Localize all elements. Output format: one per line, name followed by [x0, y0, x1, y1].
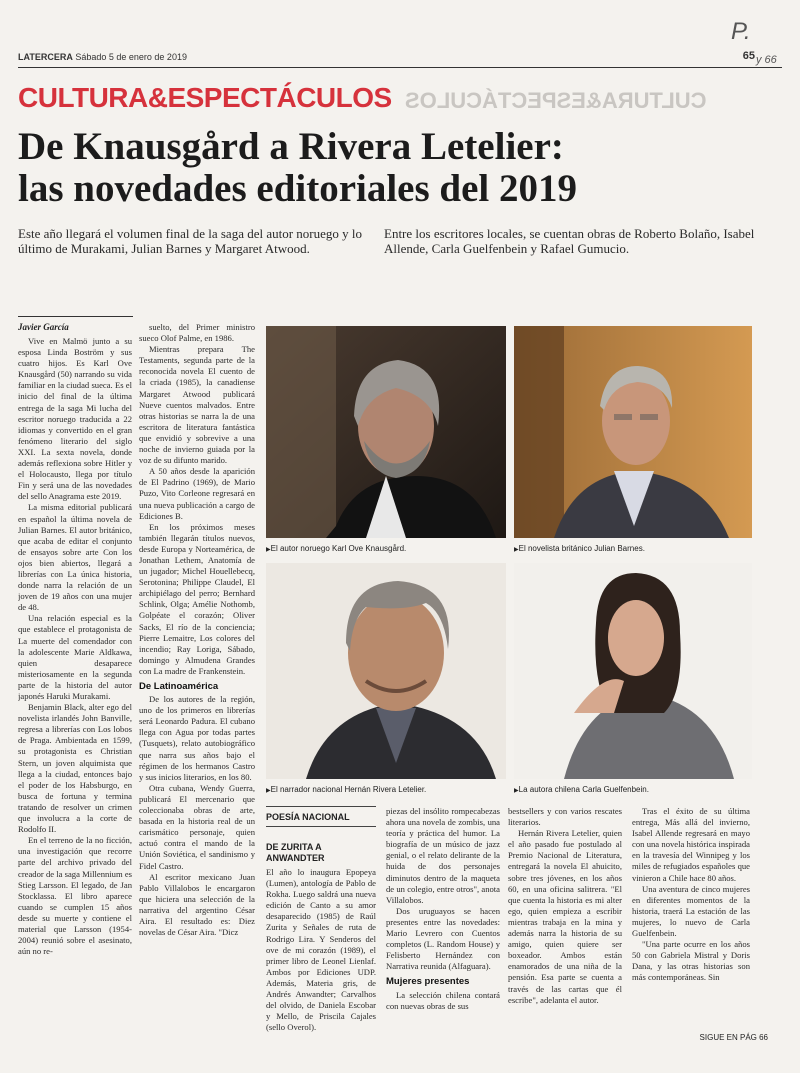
byline: Javier García: [18, 322, 69, 332]
section-title: CULTURA&ESPECTÁCULOS: [18, 82, 392, 113]
subheading-mujeres: Mujeres presentes: [386, 976, 470, 988]
paragraph: Al escritor mexicano Juan Pablo Villalobos le encargaron que hiciera una selección de la narrativa del argentino César Aira. El resultado es: Diez novelas de César Aira. "Dicz: [139, 871, 255, 938]
paragraph: "Una parte ocurre en los años 50 con Gabriela Mistral y Doris Dana, y las otras historias son más contemporáneas. Sin: [632, 939, 750, 983]
paragraph: De los autores de la región, uno de los primeros en librerías será Leonardo Padura. El cubano llega con Agua por todas partes (Tusquets), relato autobiográfico que narra sus años bajo el régimen de los hermanos Castro y sus inicios literarios, en los 80.: [139, 694, 255, 782]
photo-caption: ▶ El narrador nacional Hernán Rivera Letelier.: [266, 785, 426, 794]
paragraph: Una relación especial es la que establece el protagonista de La muerte del comendador con la adolescente Marie Aldkawa, quien desaparece misteriosamente en la segunda parte de la historia del autor japonés Haruki Murakami.: [18, 613, 132, 701]
photo-knausgard: [266, 326, 506, 538]
byline-rule: [18, 316, 133, 317]
publication-name: LATERCERA: [18, 52, 73, 62]
masthead-rule: [18, 67, 782, 68]
box-top-rule: [266, 806, 376, 807]
article-column-5: [508, 806, 622, 1038]
photo-rivera-letelier: [266, 563, 506, 779]
portrait-barnes-image: [514, 326, 752, 538]
paragraph: A 50 años desde la aparición de El Padrino (1969), de Mario Puzo, Vito Corleone regresará en una nueva publicación a cargo de Ediciones B.: [139, 466, 255, 521]
paragraph: La selección chilena contará con nuevas obras de sus: [386, 989, 500, 1011]
paragraph: La misma editorial publicará en español la última novela de Julian Barnes. El autor británico, que acaba de editar el conjunto de ensayos sobre arte Con los ojos bien abiertos, llegará a librerías con La única historia, donde narra la relación de un joven de 19 años con una mujer de 48.: [18, 502, 132, 613]
paragraph: Tras el éxito de su última entrega, Más allá del invierno, Isabel Allende regresará en mayo con una novela histórica inspirada en la travesía del Winnipeg y los miles de refugiados españoles que vinieron a Chile hace 80 años.: [632, 806, 750, 883]
article-column-6: [632, 806, 750, 1028]
box-rule: [266, 826, 376, 827]
paragraph: Otra cubana, Wendy Guerra, publicará El mercenario que coleccionaba obras de arte, basada en la historia real de un carismático personaje, quien actuó contra el mando de la Unión Soviética, el sandinismo y Fidel Castro.: [139, 782, 255, 871]
headline-line-2: las novedades editoriales del 2019: [18, 167, 578, 210]
handwritten-page-ref: y 66: [756, 54, 777, 66]
paragraph: Vive en Malmö junto a su esposa Linda Boström y sus cuatro hijos. Es Karl Ove Knausgård (50) narrando su vida familiar en la ciudad sueca. Es el inicio del final de la última entrega de la saga Mi lucha del escritor noruego traducida a 22 idiomas y convertido en el gran fenómeno literario del siglo XXI. La sexta novela, donde además reflexiona sobre Hitler y el Holocausto, llega por título Fin y será una de las novedades del sello Anagrama este 2019.: [18, 336, 132, 502]
article-column-1: [18, 336, 132, 1040]
paragraph: Dos uruguayos se hacen presentes entre las novedades: Mario Levrero con Cuentos completos (L. Random House) y Felisberto Hernández con Narrativa reunida (Alfaguara).: [386, 905, 500, 972]
portrait-guelfenbein-image: [514, 563, 752, 779]
paragraph: Hernán Rivera Letelier, quien el año pasado fue postulado al Premio Nacional de Literatura, entregará la novela El ahuicito, sobre tres jóvenes, en los años 60, en una oficina salitrera. "El que cuenta la historia es mi alter ego, quien empieza a escribir mientras trabaja en la mina y además narra la historia de su amigo, quien quiere ser boxeador. Ambos están enamorados de una niña de la pensión. Esa parte se cuenta a través de las cartas que él escribe", adelanta el autor.: [508, 828, 622, 1005]
photo-guelfenbein: [514, 563, 752, 779]
portrait-rivera-letelier-image: [266, 563, 506, 779]
paragraph: Benjamin Black, alter ego del novelista irlandés John Banville, regresa a librerías con Los lobos de Praga. Ambientada en 1599, su protagonista es Christian Stern, un joven alquimista que llega a la ciudad, entonces bajo el poder de los Habsburgo, en busca de fortuna y termina tratando de resolver un crimen que involucra a la corte de Rodolfo II.: [18, 702, 132, 835]
headline-line-1: De Knausgård a Rivera Letelier:: [18, 125, 564, 168]
deck-left: Este año llegará el volumen final de la saga del autor noruego y lo último de Murakami, Julian Barnes y Margaret Atwood.: [18, 226, 363, 256]
paragraph: Mientras prepara The Testaments, segunda parte de la reconocida novela El cuento de la criada (1985), la canadiense Margaret Atwood publicará Nueve cuentos malvados. Entre otras historias se narra la de una escritora de literatura fantástica que envidió y sobrevive a una noche de invierno guiada por la voz de su difunto marido.: [139, 344, 255, 466]
bleed-through-section: CULTURA&ESPECTÁCULOS: [405, 88, 707, 113]
paragraph: suelto, del Primer ministro sueco Olof Palme, en 1986.: [139, 322, 255, 344]
masthead: [18, 52, 783, 66]
handwritten-mark: P.: [731, 18, 751, 45]
issue-date: Sábado 5 de enero de 2019: [75, 52, 187, 62]
paragraph: En los próximos meses también llegarán títulos nuevos, desde Europa y Norteamérica, de Jonathan Lethem, Anatomía de un jugador; Michel Houellebecq, Serotonina; Philippe Claudel, El archipiélago del perro; Bernhard Schlink, Olga; Amélie Nothomb, Golpéate el corazón; Oliver Sacks, El río de la conciencia; Pierre Lemaitre, Los colores del incendio; Ray Loriga, Sábado, domingo y Almudena Grandes con La madre de Frankenstein.: [139, 521, 255, 676]
box-heading: DE ZURITA A ANWANDTER: [266, 842, 325, 863]
paragraph: piezas del insólito rompecabezas ahora una novela de zombis, una teoría y práctica del humor. La biografía de un músico de jazz genial, o el relato delirante de la huida de dos personajes diminutos dentro de la maqueta de un colegio, entre otros", anota Villalobos.: [386, 806, 500, 905]
subheading-latinoamerica: De Latinoamérica: [139, 681, 219, 692]
deck-right: Entre los escritores locales, se cuentan obras de Roberto Bolaño, Isabel Allende, Carla Guelfenbein y Rafael Gumucio.: [384, 226, 755, 256]
box-label: POESÍA NACIONAL: [266, 812, 350, 822]
box-text: [266, 867, 376, 1037]
paragraph: En el terreno de la no ficción, una investigación que recorre parte del archivo privado del creador de la saga Millennium es Stieg Larsson. El legado, de Jan Stocklassa. El libro aparece cuando se cumplen 15 años desde su muerte y contiene el material que Larsson (1954-2004) reunió sobre el asesinato, aún no re-: [18, 835, 132, 957]
photo-barnes: [514, 326, 752, 538]
page-number: 65: [742, 50, 755, 62]
photo-caption: ▶ La autora chilena Carla Guelfenbein.: [514, 785, 649, 794]
photo-caption: ▶ El autor noruego Karl Ove Knausgård.: [266, 544, 406, 553]
paragraph: El año lo inaugura Epopeya (Lumen), antología de Pablo de Rokha. Luego saldrá una nueva edición de Canto a su amor desaparecido (1985) de Raúl Zurita y Señales de ruta de Rodrigo Lira. Y Senderos del ove de mi corazón (1989), el primer libro de Leonel Lienlaf. Ambos por Ediciones UDP. Además, Materia gris, de Andrés Anwandter; Carvalhos del olvido, de Daniela Escobar y Mello, de Priscila Cajales (sello Overol).: [266, 867, 376, 1033]
article-column-2: [139, 322, 255, 1040]
paragraph: Una aventura de cinco mujeres en diferentes momentos de la historia, traerá La estación de las mujeres, lo nuevo de Carla Guelfenbein.: [632, 883, 750, 939]
paragraph: bestsellers y con varios rescates literarios.: [508, 806, 622, 828]
portrait-knausgard-image: [266, 326, 506, 538]
article-column-4: [386, 806, 500, 1038]
continued-label: SIGUE EN PÁG 66: [699, 1033, 768, 1042]
photo-caption: ▶ El novelista británico Julian Barnes.: [514, 544, 645, 553]
headline: [18, 126, 778, 210]
